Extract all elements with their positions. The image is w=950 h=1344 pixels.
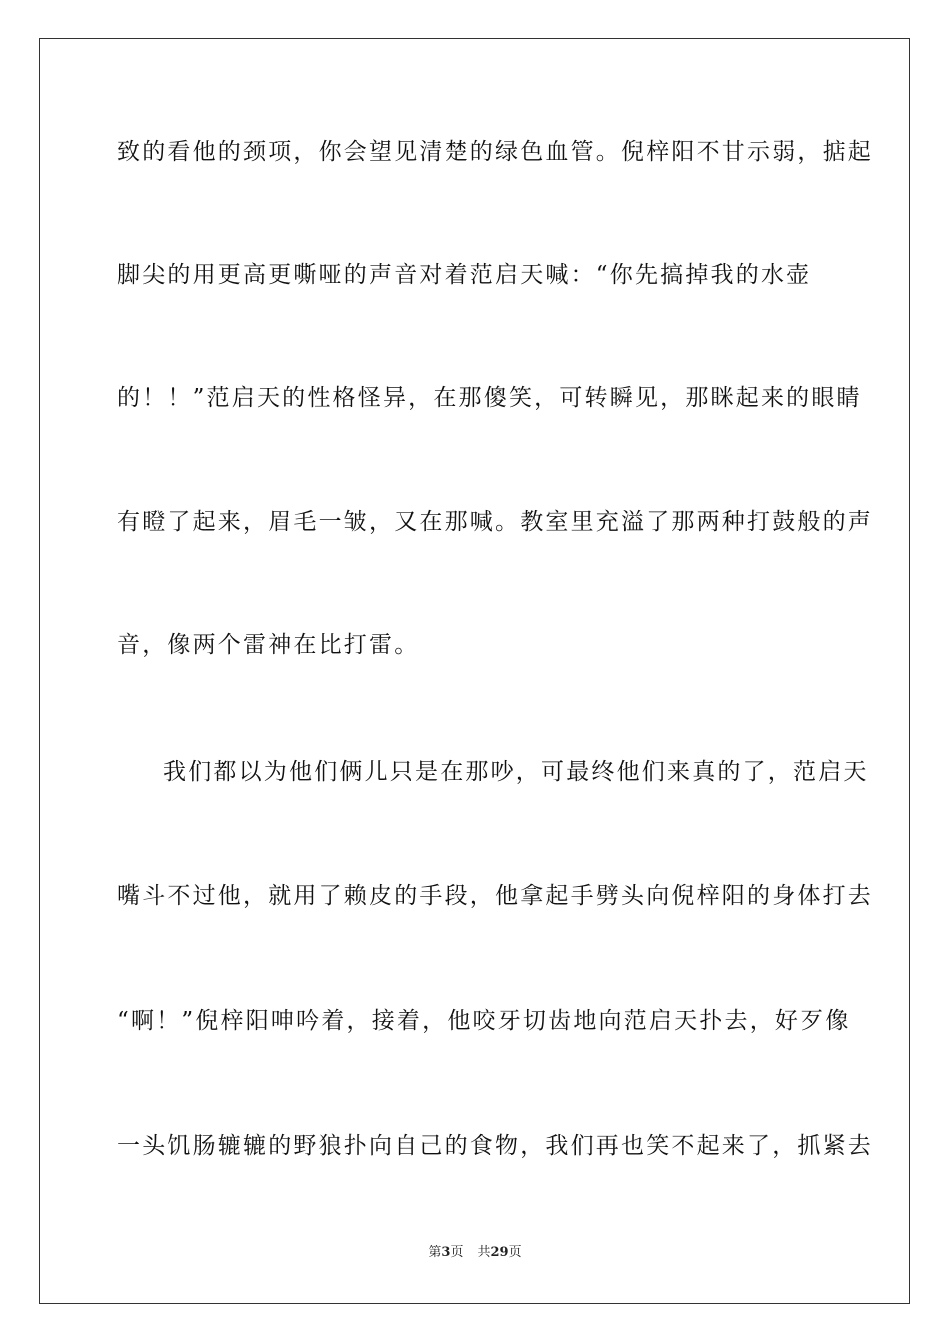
footer-total-suffix: 页 [508, 1245, 522, 1260]
footer-page-suffix: 页 [450, 1245, 464, 1260]
footer-total-pages: 29 [490, 1245, 509, 1260]
text-line-2: 脚尖的用更高更嘶哑的声音对着范启天喊：“你先搞掉我的水壶 [117, 262, 812, 288]
text-line-8: “啊！”倪梓阳呻吟着，接着，他咬牙切齿地向范启天扑去，好歹像 [117, 1008, 851, 1034]
text-line-4: 有瞪了起来，眉毛一皱，又在那喊。教室里充溢了那两种打鼓般的声 [117, 509, 873, 535]
text-line-6-paragraph-start: 我们都以为他们俩儿只是在那吵，可最终他们来真的了，范启天 [163, 759, 869, 785]
text-line-7: 嘴斗不过他，就用了赖皮的手段，他拿起手劈头向倪梓阳的身体打去 [117, 883, 873, 909]
footer-page-number: 3 [441, 1245, 451, 1260]
text-line-3: 的！！”范启天的性格怪异，在那傻笑，可转瞬见，那眯起来的眼睛 [117, 385, 862, 411]
text-line-9: 一头饥肠辘辘的野狼扑向自己的食物，我们再也笑不起来了，抓紧去 [117, 1133, 873, 1159]
footer-page-prefix: 第 [428, 1245, 442, 1260]
page-border [39, 38, 910, 1304]
footer-total-prefix: 共 [477, 1245, 491, 1260]
text-line-5: 音，像两个雷神在比打雷。 [117, 632, 420, 658]
text-line-1: 致的看他的颈项，你会望见清楚的绿色血管。倪梓阳不甘示弱，掂起 [117, 139, 873, 165]
page-footer [0, 1245, 950, 1261]
